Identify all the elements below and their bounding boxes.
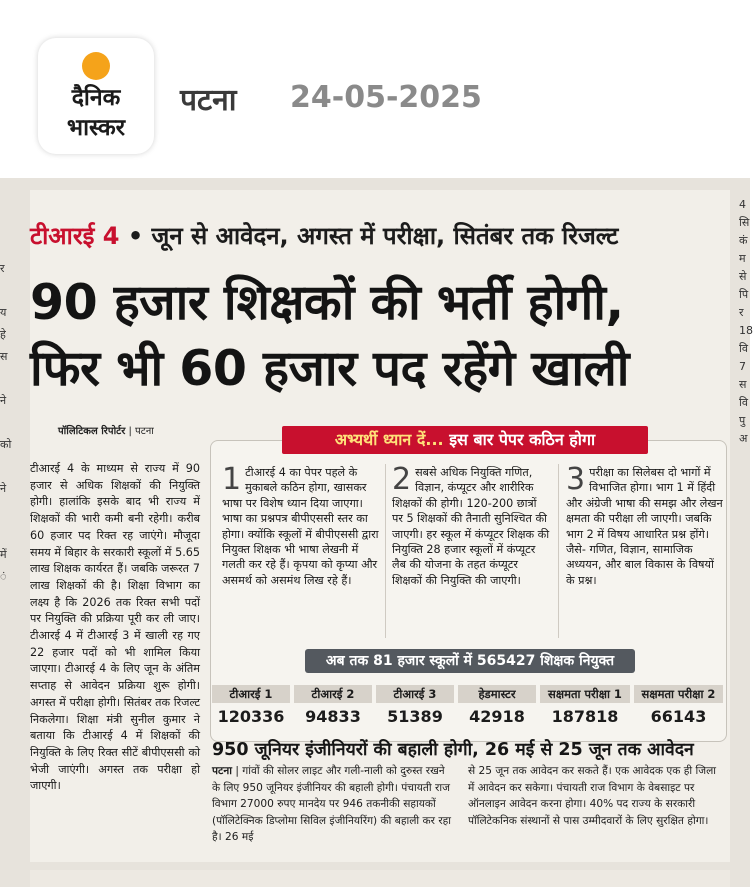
main-body-text — [30, 461, 200, 795]
stat-label: हेडमास्टर — [458, 685, 536, 703]
adjacent-column-left-edge: र य हे स ने को ने में ं — [0, 262, 12, 583]
notice-point-3 — [566, 462, 724, 588]
stat-value: 94833 — [305, 707, 361, 726]
byline-author: पॉलिटिकल रिपोर्टर — [58, 426, 126, 437]
stat-cell — [294, 681, 372, 733]
sub-body-col2: से 25 जून तक आवेदन कर सकते हैं। एक आवेदक एक ही जिला में आवेदन कर सकेगा। पंचायती राज विभाग के वेबसाइट पर ऑनलाइन आवेदन करना होगा। 40% पद राज्य के सरकारी पॉलिटेकनिक संस्थानों से पास उम्मीदवारों के लिए सुरक्षित होगा। — [468, 765, 716, 827]
sub-text-1: | गांवों की सोलर लाइट और गली-नाली को दुरुस्त रखने के लिए 950 जूनियर इंजीनियर की बहाली होगी। पंचायती राज विभाग 27000 रुपए मानदेय पर 946 तकनीकी सहायकों (पॉलिटेक्निक डिप्लोमा सिविल इंजीनियरिंग) की बहाली कर रहा है। 26 मई — [212, 765, 452, 844]
point-text: परीक्षा का सिलेबस दो भागों में विभाजित होगा। भाग 1 में हिंदी और अंग्रेजी भाषा की समझ और लेखन क्षमता की परीक्षा ली जाएगी। जबकि भाग 2 में विषय आधारित प्रश्न होंगे। जैसे- गणित, विज्ञान, सामाजिक अध्ययन, और बाल विकास के विषयों के प्रश्न। — [566, 466, 723, 587]
stat-value: 42918 — [469, 707, 525, 726]
stat-label: टीआरई 3 — [376, 685, 454, 703]
notice-point-2 — [392, 462, 550, 588]
edition-date: 24-05-2025 — [290, 80, 482, 115]
stat-cell — [376, 681, 454, 733]
notice-highlight: अभ्यर्थी ध्यान दें... — [334, 430, 444, 449]
stat-value: 120336 — [217, 707, 285, 726]
notice-text: इस बार पेपर कठिन होगा — [443, 430, 596, 449]
byline — [58, 423, 154, 437]
point-text: टीआरई 4 का पेपर पहले के मुकाबले कठिन होगा, खासकर भाषा पर विशेष ध्यान दिया जाएगा। भाषा का प्रश्नपत्र बीपीएससी स्तर का होगा। क्योंकि स्कूलों में बीपीएससी द्वारा नियुक्त शिक्षक भी भाषा लेखनी में गलती कर रहे हैं। कृपया को कृप्या और असमर्थ को असमंथ लिख रहे हैं। — [222, 466, 379, 587]
edition-city: पटना — [180, 83, 237, 118]
stat-value: 66143 — [650, 707, 707, 726]
stat-label: सक्षमता परीक्षा 2 — [634, 685, 723, 703]
kicker-tag: टीआरई 4 — [30, 222, 120, 250]
post-header — [0, 0, 750, 178]
adjacent-column-right-edge: 4 सि कं म से पि र 18 वि 7 स वि पु अ — [739, 198, 753, 445]
stat-value: 51389 — [387, 707, 443, 726]
headline-line2: फिर भी 60 हजार पद रहेंगे खाली — [30, 340, 629, 397]
body-paragraph: टीआरई 4 के माध्यम से राज्य में 90 हजार से अधिक शिक्षकों की नियुक्ति होगी। हालांकि इसके बाद भी राज्य में शिक्षकों की भारी कमी बनी रहेगी। करीब 60 हजार पद रिक्त रह जाएंगे। मौजूदा समय में बिहार के सरकारी स्कूलों में 5.65 लाख शिक्षक कार्यरत हैं। जबकि जरूरत 7 लाख शिक्षकों की है। शिक्षा विभाग का लक्ष्य है कि 2026 तक रिक्त सभी पदों पर नियुक्ति की प्रक्रिया पूरी कर ली जाए। टीआरई 4 में टीआरई 3 में खाली रह गए 22 हजार पदों को भी शामिल किया जाएगा। टीआरई 4 के लिए जून के अंतिम सप्ताह से आवेदन प्रक्रिया शुरू होगी। अगस्त में परीक्षा होगी। सितंबर तक रिजल्ट निकलेगा। शिक्षा मंत्री सुनील कुमार ने बताया कि टीआरई 4 में शिक्षकों की नियुक्ति के लिए रिक्त सीटें बीपीएससी को भेजी जाएंगी। अगस्त तक परीक्षा हो जाएगी। — [30, 462, 200, 793]
stat-cell — [212, 681, 290, 733]
headline-line1: 90 हजार शिक्षकों की भर्ती होगी, — [30, 274, 624, 331]
point-number: 3 — [566, 462, 586, 497]
point-text: सबसे अधिक नियुक्ति गणित, विज्ञान, कंप्यूटर और शारीरिक शिक्षकों की होगी। 120-200 छात्रों पर 5 शिक्षकों की तैनाती सुनिश्चित की जाएगी। हर स्कूल में कंप्यूटर शिक्षक की नियुक्ति 28 हजार स्कूलों में कंप्यूटर लैब की योजना के तहत कंप्यूटर शिक्षकों की नियुक्ति की जाएगी। — [392, 466, 550, 587]
kicker-line — [30, 219, 618, 252]
candidate-notice-banner — [282, 426, 648, 454]
point-number: 2 — [392, 462, 412, 497]
logo-sun-icon — [82, 52, 110, 80]
point-number: 1 — [222, 462, 242, 497]
notice-point-1 — [222, 462, 380, 588]
next-article-edge — [30, 870, 730, 887]
stat-label: सक्षमता परीक्षा 1 — [540, 685, 630, 703]
logo-text-line1: दैनिक — [71, 85, 121, 111]
column-divider — [385, 464, 386, 638]
dainik-bhaskar-logo[interactable] — [38, 38, 154, 154]
stat-label: टीआरई 2 — [294, 685, 372, 703]
stat-cell — [634, 681, 723, 733]
appointment-stats-table — [212, 681, 723, 739]
stat-cell — [458, 681, 536, 733]
logo-text-line2: भास्कर — [66, 115, 126, 141]
stat-label: टीआरई 1 — [212, 685, 290, 703]
sub-headline: 950 जूनियर इंजीनियरों की बहाली होगी, 26 मई से 25 जून तक आवेदन — [212, 740, 694, 760]
sub-body-col1 — [212, 763, 456, 846]
stat-value: 187818 — [551, 707, 619, 726]
stats-title-bar: अब तक 81 हजार स्कूलों में 565427 शिक्षक नियुक्त — [305, 649, 635, 673]
sub-place: पटना — [212, 765, 232, 777]
column-divider — [558, 464, 559, 638]
byline-place: | पटना — [125, 426, 154, 437]
stat-cell — [540, 681, 630, 733]
kicker-text: • जून से आवेदन, अगस्त में परीक्षा, सितंबर तक रिजल्ट — [119, 222, 619, 250]
